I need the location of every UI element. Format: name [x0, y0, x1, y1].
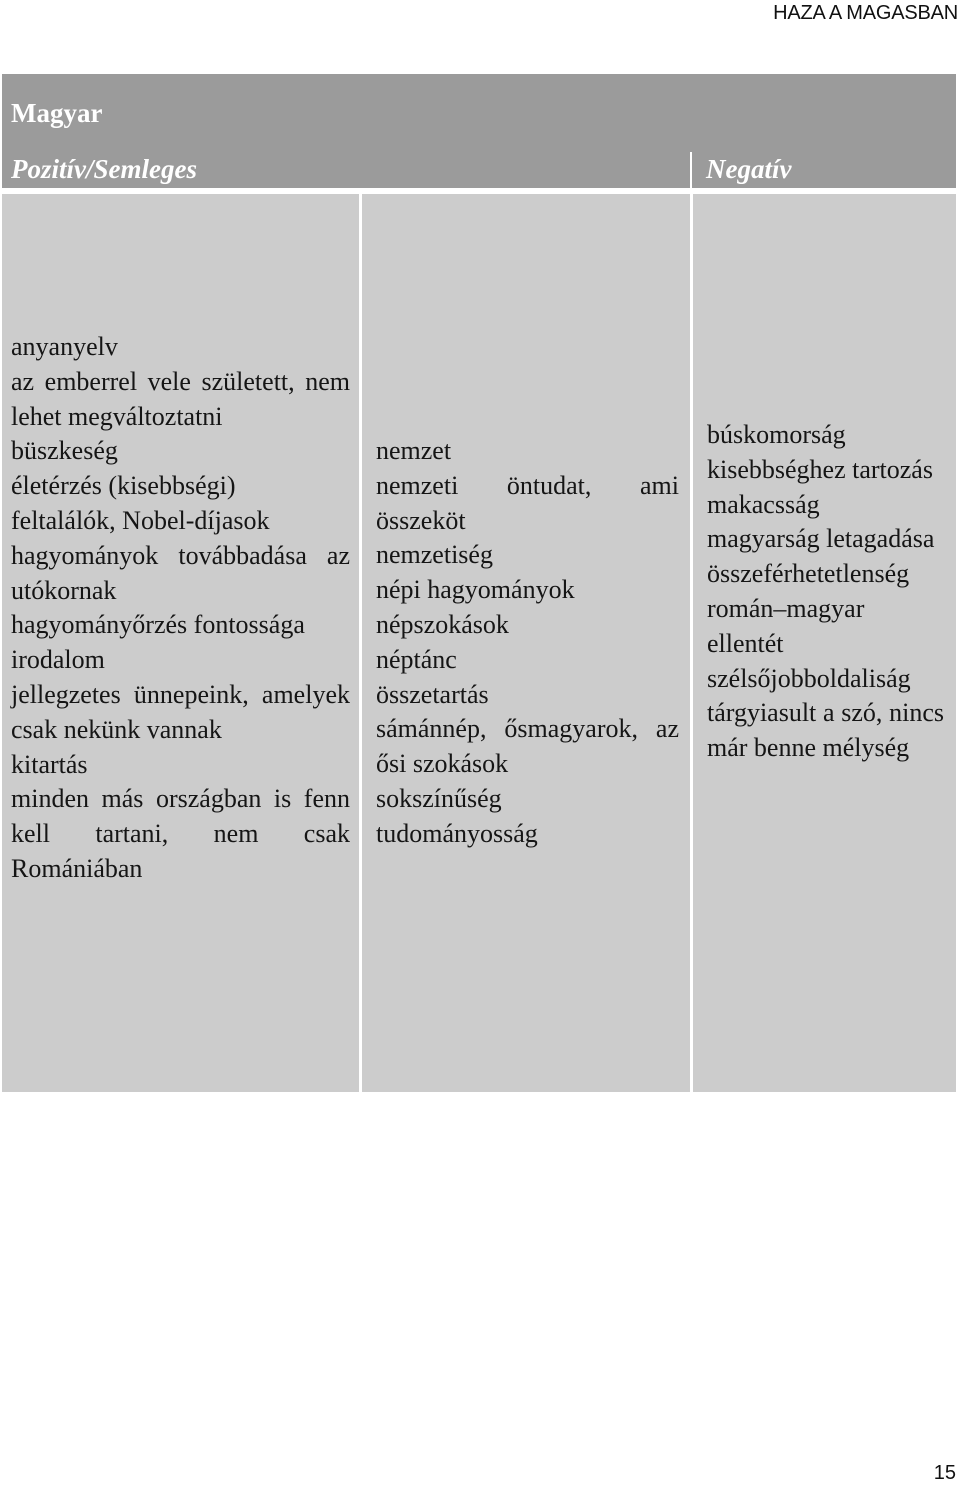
term-item: sámánnép, ősmagyarok, az ősi szokások [376, 714, 679, 779]
term-item: tudományosság [376, 818, 538, 848]
term-list [11, 330, 350, 887]
term-item: az emberrel vele született, nem lehet megváltoztatni [11, 366, 350, 431]
table-header-band [2, 74, 956, 188]
term-item: nemzet [376, 436, 452, 465]
term-item: jellegzetes ünnepeink, amelyek csak nekünk vannak [11, 679, 350, 744]
table-cell-positive-1 [2, 194, 359, 1092]
term-list [376, 434, 679, 852]
term-item: népi hagyományok [376, 575, 575, 605]
column-header-negative: Negatív [706, 154, 792, 184]
table-cell-negative [693, 194, 956, 1092]
term-item: nemzetiség [376, 540, 493, 570]
attitude-table [2, 74, 956, 1094]
term-item: nemzeti öntudat, ami összeköt [376, 470, 679, 535]
header-divider [690, 152, 692, 188]
table-cell-positive-2 [362, 194, 690, 1092]
term-item: tárgyiasult a szó, nincs már benne mélység [707, 698, 944, 763]
term-list [707, 418, 944, 766]
term-item: kitartás [11, 749, 88, 779]
term-item: szélsőjobboldaliság [707, 663, 911, 693]
term-item: feltalálók, Nobel-díjasok [11, 505, 270, 535]
term-item: magyarság letagadása [707, 524, 935, 554]
term-item: irodalom [11, 645, 105, 675]
term-item: életérzés (kisebbségi) [11, 471, 236, 501]
term-item: hagyományok továbbadása az utókornak [11, 540, 350, 605]
term-item: hagyományőrzés fontossága [11, 610, 305, 640]
term-item: búskomorság [707, 420, 846, 449]
column-header-positive: Pozitív/Semleges [11, 154, 197, 184]
term-item: népszokások [376, 609, 509, 639]
term-item: összeférhetetlenség [707, 559, 910, 589]
term-item: makacsság [707, 489, 820, 519]
running-head: HAZA A MAGASBAN [773, 2, 958, 24]
term-item: összetartás [376, 679, 489, 709]
term-item: kisebbséghez tartozás [707, 454, 933, 484]
term-item: minden más országban is fenn kell tartani, nem csak Romániában [11, 784, 350, 883]
term-item: anyanyelv [11, 332, 118, 361]
term-item: büszkeség [11, 436, 118, 466]
table-title: Magyar [11, 98, 103, 128]
term-item: néptánc [376, 644, 457, 674]
term-item: sokszínűség [376, 783, 502, 813]
term-item: román–magyar ellentét [707, 593, 865, 658]
page-number: 15 [933, 1462, 956, 1484]
